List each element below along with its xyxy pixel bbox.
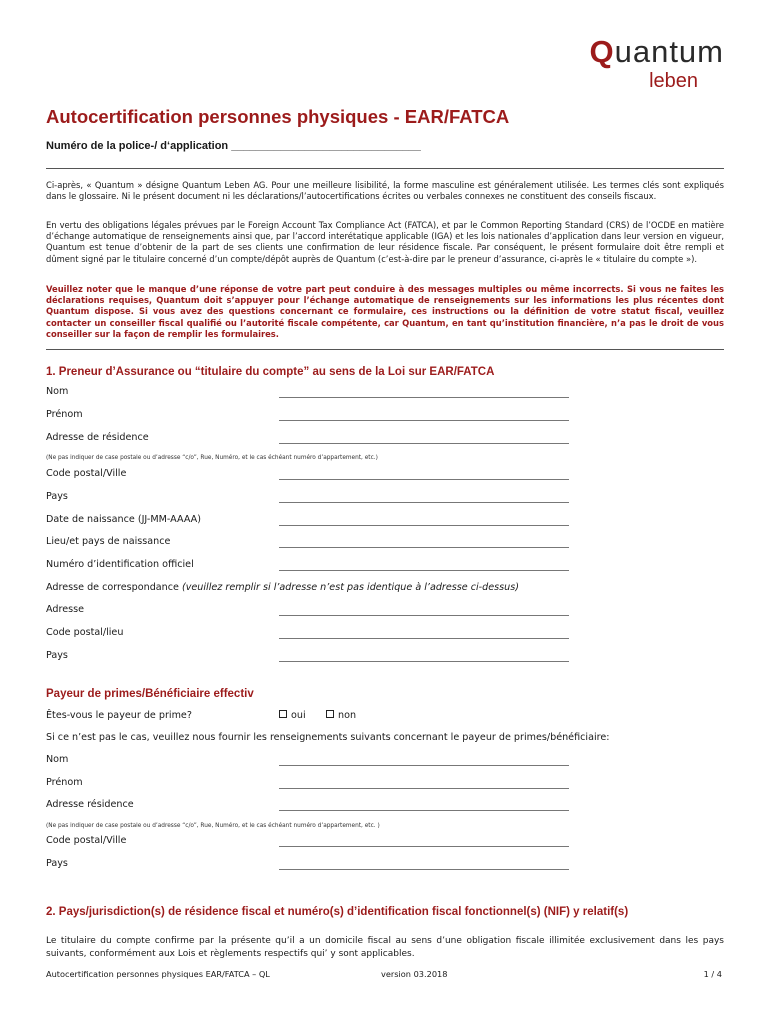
payeur-nom-label: Nom — [46, 754, 69, 765]
date-naissance-label: Date de naissance (JJ-MM-AAAA) — [46, 514, 201, 525]
intro-warning: Veuillez noter que le manque d’une réponse de votre part peut conduire à des messages multiples ou même incorrects. Si vous ne faites les déclarations requises, Quantum doit s’appuyer pour l’échange automatique de renseignements sur les informations les plus récentes dont Quantum dispose. Si vous avez des questions concernant ce formulaire, ces instructions ou la définition de votre statut fiscal, veuillez contacter un conseiller fiscal qualifié ou l’autorité fiscale compétente, car Quantum, en tant qu’institution financière, n’a pas le droit de vous conseiller sur la façon de remplir les formulaires. — [46, 284, 724, 339]
adresse-residence-field[interactable] — [279, 443, 569, 444]
adresse-residence-label: Adresse de résidence — [46, 432, 149, 443]
lieu-naissance-label: Lieu/et pays de naissance — [46, 536, 171, 547]
page-title: Autocertification personnes physiques - EAR/FATCA — [46, 106, 510, 127]
corr-adresse-field[interactable] — [279, 615, 569, 616]
policy-number-field[interactable]: Numéro de la police-/ d‘application _______________________________ — [46, 140, 421, 152]
divider — [46, 349, 724, 350]
oui-label: oui — [291, 710, 306, 721]
correspondance-note: (veuillez remplir si l’adresse n’est pas identique à l’adresse ci-dessus) — [181, 582, 519, 593]
nom-label: Nom — [46, 386, 69, 397]
corr-pays-field[interactable] — [279, 661, 569, 662]
corr-code-field[interactable] — [279, 638, 569, 639]
footer-document-name: Autocertification personnes physiques EAR/FATCA – QL — [46, 969, 270, 979]
prenom-field[interactable] — [279, 420, 569, 421]
pays-label: Pays — [46, 491, 68, 502]
non-option[interactable] — [326, 710, 356, 721]
pays-field[interactable] — [279, 502, 569, 503]
non-checkbox[interactable] — [326, 710, 334, 718]
num-identification-field[interactable] — [279, 570, 569, 571]
payeur-adresse-label: Adresse résidence — [46, 799, 134, 810]
corr-adresse-label: Adresse — [46, 604, 85, 615]
oui-checkbox[interactable] — [279, 710, 287, 718]
footer-version: version 03.2018 — [381, 969, 448, 979]
date-naissance-field[interactable] — [279, 525, 569, 526]
address-hint: (Ne pas indiquer de case postale ou d’adresse “c/o”, Rue, Numéro, et le cas échéant numéro d’appartement, etc.) — [46, 455, 378, 461]
nom-field[interactable] — [279, 397, 569, 398]
divider — [46, 168, 724, 169]
payeur-nom-field[interactable] — [279, 765, 569, 766]
payeur-prenom-field[interactable] — [279, 788, 569, 789]
payeur-adresse-field[interactable] — [279, 810, 569, 811]
payeur-code-postal-field[interactable] — [279, 846, 569, 847]
intro-paragraph-2: En vertu des obligations légales prévues par le Foreign Account Tax Compliance Act (FATCA), et par le Common Reporting Standard (CRS) de l’OCDE en matière d’échange automatique de renseignements ainsi que, par l’accord interétatique applicable (IGA) et les lois nationales d’application dans leur version en vigueur, Quantum est tenue d’obtenir de la part de ses clients une confirmation de leur résidence fiscale. Par conséquent, le présent formulaire doit être rempli et dûment signé par le titulaire concerné d’un compte/dépôt auprès de Quantum (c’est-à-dire par le preneur d’assurance, ci-après le « titulaire du compte »). — [46, 220, 724, 264]
corr-code-label: Code postal/lieu — [46, 627, 124, 638]
payeur-pays-label: Pays — [46, 858, 68, 869]
code-postal-field[interactable] — [279, 479, 569, 480]
quantum-logo — [589, 36, 724, 91]
correspondance-title: Adresse de correspondance — [46, 582, 182, 593]
non-label: non — [338, 710, 357, 721]
correspondance-label — [46, 582, 519, 593]
payeur-pays-field[interactable] — [279, 869, 569, 870]
payeur-heading: Payeur de primes/Bénéficiaire effectiv — [46, 688, 254, 700]
payeur-code-postal-label: Code postal/Ville — [46, 835, 127, 846]
num-identification-label: Numéro d’identification officiel — [46, 559, 194, 570]
logo-wordmark — [589, 36, 724, 67]
lieu-naissance-field[interactable] — [279, 547, 569, 548]
payeur-question: Êtes-vous le payeur de prime? — [46, 710, 192, 721]
section-1-heading: 1. Preneur d’Assurance ou “titulaire du compte” au sens de la Loi sur EAR/FATCA — [46, 366, 495, 378]
footer-page-number: 1 / 4 — [703, 969, 722, 979]
payeur-address-hint: (Ne pas indiquer de case postale ou d’adresse “c/o”, Rue, Numéro, et le cas échéant numéro d’appartement, etc. ) — [46, 823, 380, 829]
code-postal-label: Code postal/Ville — [46, 468, 127, 479]
payeur-prenom-label: Prénom — [46, 777, 83, 788]
section-2-text: Le titulaire du compte confirme par la présente qu’il a un domicile fiscal au sens d’une obligation fiscale illimitée exclusivement dans les pays suivants, conformément aux Lois et règlements respectifs qui’ y sont applicables. — [46, 936, 724, 959]
logo-rest: uantum — [614, 34, 724, 69]
oui-option[interactable] — [279, 710, 306, 721]
prenom-label: Prénom — [46, 409, 83, 420]
logo-subtitle: leben — [649, 70, 698, 92]
logo-first-letter: Q — [589, 34, 615, 69]
payeur-instruction: Si ce n’est pas le cas, veuillez nous fournir les renseignements suivants concernant le payeur de primes/bénéficiaire: — [46, 732, 610, 743]
intro-paragraph-1: Ci-après, « Quantum » désigne Quantum Leben AG. Pour une meilleure lisibilité, la forme masculine est généralement utilisée. Les termes clés sont expliqués dans le glossaire. Ni le présent document ni les déclarations/l’autocertifications écrites ou verbales connexes ne constituent des conseils fiscaux. — [46, 180, 724, 202]
corr-pays-label: Pays — [46, 650, 68, 661]
section-2-heading: 2. Pays/jurisdiction(s) de résidence fiscal et numéro(s) d’identification fiscal fonctionnel(s) (NIF) y relatif(s) — [46, 906, 629, 918]
